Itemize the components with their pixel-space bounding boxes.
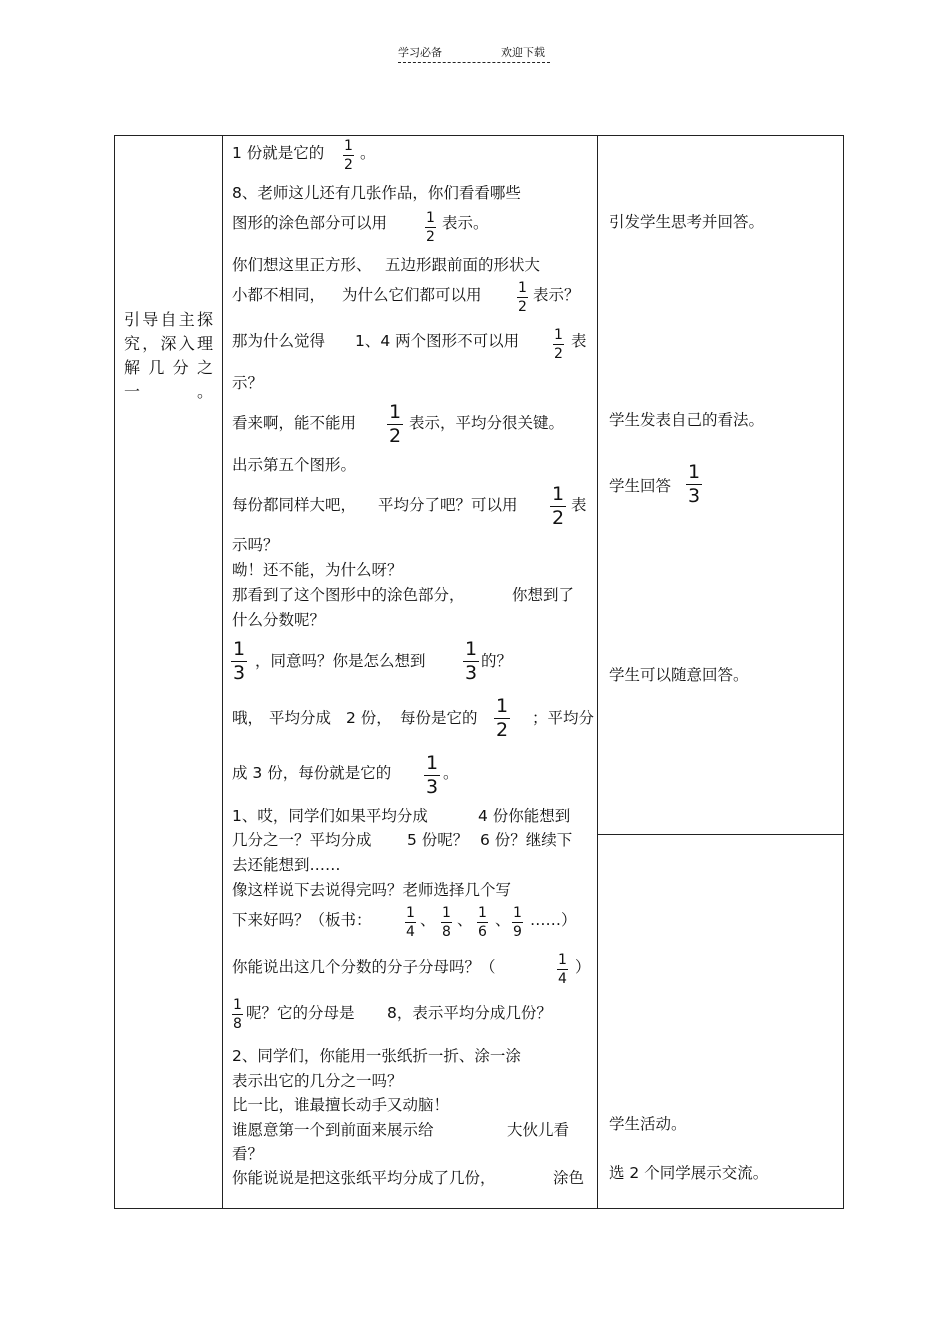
teacher-text-16: 出示第五个图形。 (232, 456, 357, 474)
teacher-text-51: 表示出它的几分之一吗？ (232, 1072, 403, 1090)
teacher-text-30: 每份是它的 (400, 709, 478, 727)
teacher-text-37: 5 份呢？ (407, 831, 469, 849)
student-text-4: 学生活动。 (609, 1115, 687, 1133)
teacher-text-3: 图形的涂色部分可以用 (232, 214, 388, 232)
numerator: 1 (344, 138, 353, 154)
fraction-quarter (405, 906, 416, 939)
fraction-third (424, 754, 440, 797)
denominator: 2 (496, 719, 509, 741)
numerator: 1 (389, 401, 402, 423)
teacher-text-22: 那看到了这个图形中的涂色部分， (232, 586, 465, 604)
teacher-text-0: 1 份就是它的 (232, 144, 325, 162)
stage-label: 引导自主探究，深入理解几分之一。 (124, 310, 214, 401)
teacher-text-50: 2、同学们，你能用一张纸折一折、涂一涂 (232, 1047, 521, 1065)
teacher-text-6: 五边形跟前面的形状大 (385, 256, 541, 274)
fraction-sixth (477, 906, 488, 939)
teacher-text-15: 表示，平均分很关键。 (409, 414, 565, 432)
numerator: 1 (688, 461, 701, 483)
numerator: 1 (513, 905, 522, 921)
teacher-text-56: 你能说说是把这张纸平均分成了几份， (232, 1169, 496, 1187)
numerator: 1 (465, 638, 478, 660)
numerator: 1 (233, 997, 242, 1013)
teacher-text-54: 大伙儿看 (507, 1121, 570, 1139)
teacher-text-13: 示？ (232, 374, 264, 392)
teacher-text-12: 表 (571, 332, 587, 350)
denominator: 6 (478, 924, 487, 940)
teacher-text-39: 去还能想到…… (232, 856, 341, 874)
teacher-text-23: 你想到了 (512, 586, 575, 604)
teacher-text-49: 8，表示平均分成几份？ (387, 1004, 552, 1022)
fraction-quarter (557, 953, 568, 986)
fraction-half (550, 485, 566, 528)
fraction-ninth (512, 906, 523, 939)
column-divider-2 (597, 136, 598, 1208)
teacher-text-52: 比一比，谁最擅长动手又动脑！ (232, 1096, 450, 1114)
fraction-half (425, 211, 436, 244)
fraction-third (686, 463, 702, 506)
student-text-1: 学生发表自己的看法。 (609, 411, 765, 429)
student-text-3: 学生可以随意回答。 (609, 666, 749, 684)
numerator: 1 (552, 483, 565, 505)
teacher-text-45: ……） (530, 911, 577, 929)
numerator: 1 (426, 210, 435, 226)
teacher-text-42: 、 (420, 911, 436, 929)
teacher-text-34: 1、哎，同学们如果平均分成 (232, 807, 428, 825)
teacher-text-9: 表示？ (533, 286, 580, 304)
fraction-bar (441, 922, 452, 923)
fraction-half (387, 403, 403, 446)
teacher-text-41: 下来好吗？（板书： (232, 911, 372, 929)
teacher-text-17: 每份都同样大吧， (232, 496, 357, 514)
fraction-half (343, 139, 354, 172)
fraction-half (553, 328, 564, 361)
teacher-text-20: 示吗？ (232, 536, 279, 554)
fraction-eighth (232, 998, 243, 1031)
numerator: 1 (233, 638, 246, 660)
teacher-text-28: 平均分成 (269, 709, 332, 727)
numerator: 1 (518, 280, 527, 296)
denominator: 8 (233, 1016, 242, 1032)
denominator: 2 (552, 507, 565, 529)
teacher-text-19: 表 (571, 496, 587, 514)
right-column-row-divider (597, 834, 843, 835)
teacher-text-31: ；平均分 (532, 709, 595, 727)
header-left-text: 学习必备 (398, 46, 442, 59)
fraction-bar (512, 922, 523, 923)
teacher-text-35: 4 份你能想到 (478, 807, 571, 825)
teacher-text-32: 成 3 份，每份就是它的 (232, 764, 392, 782)
fraction-third (463, 640, 479, 683)
teacher-text-5: 你们想这里正方形、 (232, 256, 372, 274)
numerator: 1 (406, 905, 415, 921)
teacher-text-47: ） (575, 958, 591, 976)
teacher-text-38: 6 份？继续下 (480, 831, 573, 849)
numerator: 1 (558, 952, 567, 968)
teacher-text-55: 看？ (232, 1145, 264, 1163)
denominator: 9 (513, 924, 522, 940)
teacher-text-48: 呢？它的分母是 (246, 1004, 355, 1022)
denominator: 2 (344, 157, 353, 173)
header-dashed-rule (398, 62, 550, 63)
teacher-text-40: 像这样说下去说得完吗？老师选择几个写 (232, 881, 512, 899)
denominator: 2 (518, 299, 527, 315)
fraction-eighth (441, 906, 452, 939)
teacher-text-8: 为什么它们都可以用 (342, 286, 482, 304)
teacher-text-29: 2 份， (346, 709, 392, 727)
denominator: 2 (389, 425, 402, 447)
denominator: 3 (688, 485, 701, 507)
fraction-bar (425, 227, 436, 228)
teacher-text-4: 表示。 (442, 214, 489, 232)
denominator: 2 (554, 346, 563, 362)
column-divider-1 (222, 136, 223, 1208)
teacher-text-27: 哦， (232, 709, 264, 727)
denominator: 4 (558, 971, 567, 987)
numerator: 1 (478, 905, 487, 921)
teacher-text-25: ，同意吗？你是怎么想到 (255, 652, 426, 670)
teacher-text-11: 1、4 两个图形不可以用 (355, 332, 520, 350)
denominator: 2 (426, 229, 435, 245)
teacher-text-53: 谁愿意第一个到前面来展示给 (232, 1121, 434, 1139)
teacher-text-14: 看来啊，能不能用 (232, 414, 357, 432)
teacher-text-2: 8、老师这儿还有几张作品，你们看看哪些 (232, 184, 521, 202)
denominator: 8 (442, 924, 451, 940)
fraction-bar (557, 969, 568, 970)
teacher-text-43: 、 (457, 911, 473, 929)
numerator: 1 (442, 905, 451, 921)
teacher-text-57: 涂色 (553, 1169, 585, 1187)
fraction-half (494, 697, 510, 740)
denominator: 3 (465, 662, 478, 684)
fraction-bar (553, 344, 564, 345)
student-text-5: 选 2 个同学展示交流。 (609, 1164, 769, 1182)
denominator: 3 (233, 662, 246, 684)
teacher-text-10: 那为什么觉得 (232, 332, 326, 350)
fraction-bar (405, 922, 416, 923)
teacher-text-33: 。 (443, 764, 459, 782)
denominator: 3 (426, 776, 439, 798)
denominator: 4 (406, 924, 415, 940)
fraction-half (517, 281, 528, 314)
teacher-text-36: 几分之一？平均分成 (232, 831, 372, 849)
teacher-text-18: 平均分了吧？可以用 (378, 496, 518, 514)
teacher-text-44: 、 (495, 911, 511, 929)
teacher-text-1: 。 (360, 144, 376, 162)
teacher-text-24: 什么分数呢？ (232, 611, 326, 629)
student-text-0: 引发学生思考并回答。 (609, 213, 765, 231)
fraction-third (231, 640, 247, 683)
teacher-text-21: 呦！还不能，为什么呀？ (232, 561, 403, 579)
header-right-text: 欢迎下载 (501, 46, 545, 59)
fraction-bar (477, 922, 488, 923)
student-text-2: 学生回答 (609, 477, 672, 495)
numerator: 1 (426, 752, 439, 774)
numerator: 1 (554, 327, 563, 343)
teacher-text-7: 小都不相同， (232, 286, 326, 304)
fraction-bar (517, 297, 528, 298)
fraction-bar (343, 155, 354, 156)
numerator: 1 (496, 695, 509, 717)
teacher-text-46: 你能说出这几个分数的分子分母吗？（ (232, 958, 496, 976)
fraction-bar (232, 1014, 243, 1015)
teacher-text-26: 的？ (481, 652, 513, 670)
